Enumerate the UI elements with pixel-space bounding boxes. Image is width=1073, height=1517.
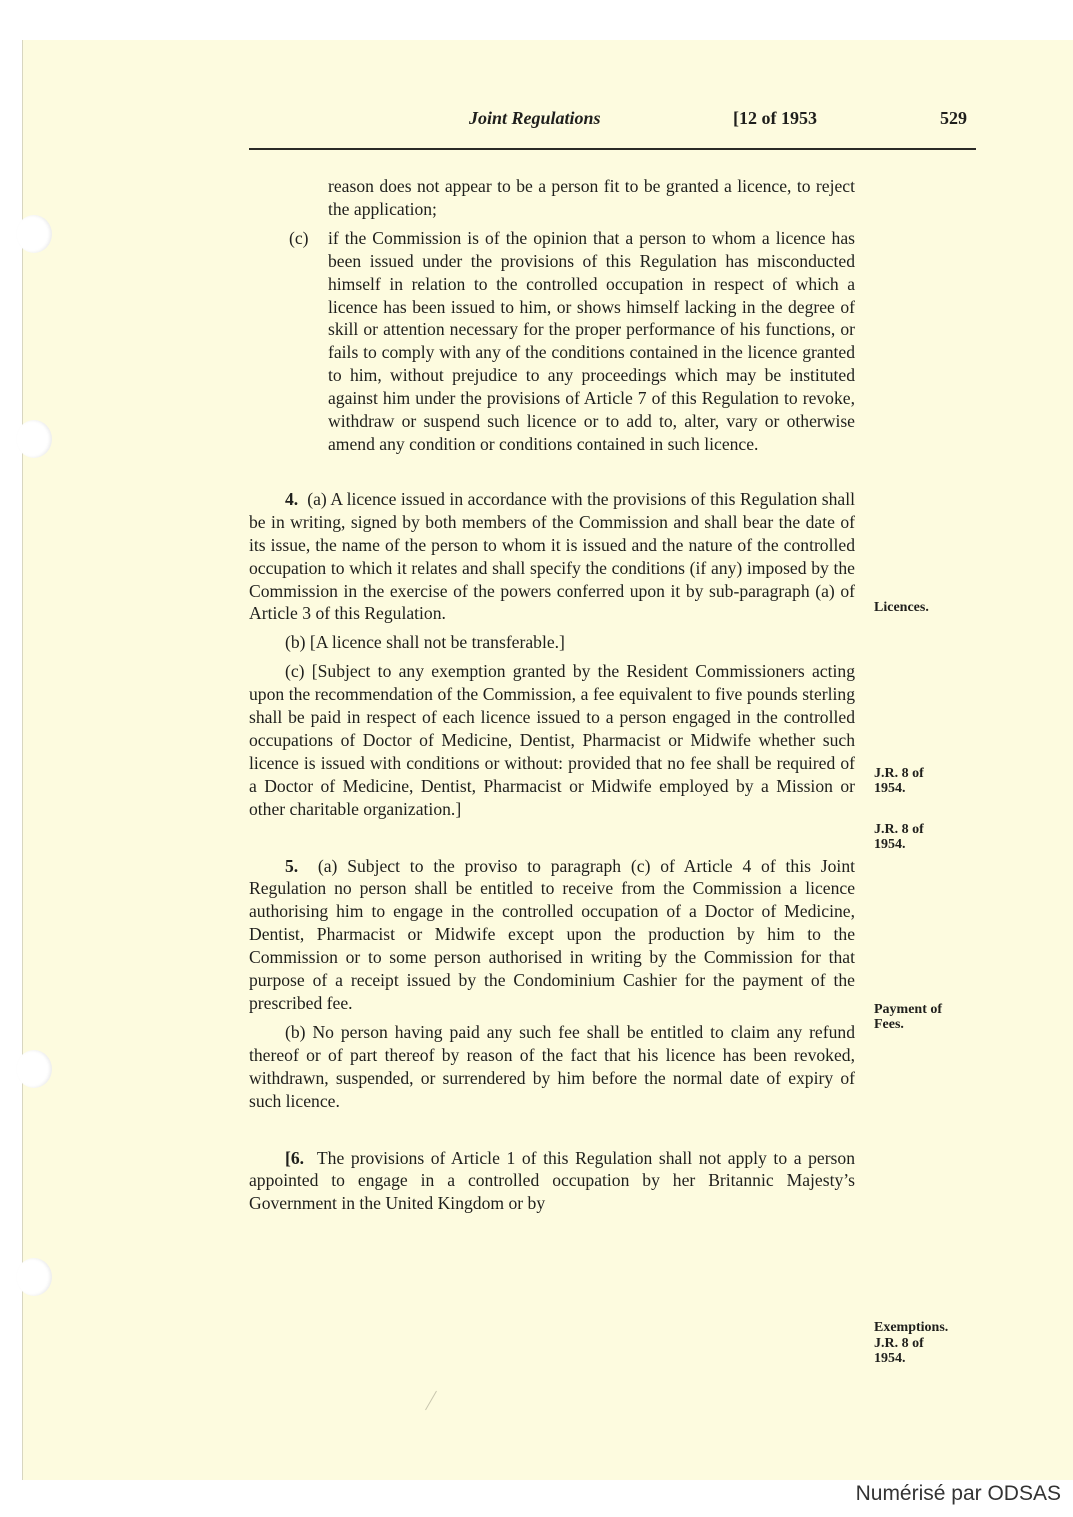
margin-note-licences: Licences. <box>874 600 929 615</box>
punch-hole <box>16 215 52 253</box>
punch-hole <box>16 420 52 458</box>
article5-a-text: (a) Subject to the proviso to paragraph (c) of Article 4 of this Joint Regulation no person shall be entitled to receive from the Commission a licence authorising him to engage in the controlled occupation of a Doctor of Medicine, Dentist, Pharmacist or Midwife except upon the production by him to the Commission or to some person authorised in writing by the Commission for that purpose of a receipt issued by the Condominium Cashier for the payment of the prescribed fee. <box>249 855 856 1013</box>
article4-c: (c) [Subject to any exemption granted by the Resident Commissioners acting upon the recommendation of the Commission, a fee equivalent to five pounds sterling shall be paid in respect of each licence issued to a person engaged in the controlled occupations of Doctor of Medicine, Dentist, Pharmacist or Midwife whether such licence is issued with conditions or without: provided that no fee shall be required of a Doctor of Medicine, Dentist, Pharmacist or Midwife employed by a Mission or other charitable organization.] <box>249 661 855 819</box>
header-reference: [12 of 1953 <box>733 108 817 128</box>
margin-note-exemptions: Exemptions. <box>874 1320 949 1335</box>
article4-a <box>249 488 855 625</box>
article4-a-text: (a) A licence issued in accordance with the provisions of this Regulation shall be in writing, signed by both members of the Commission and shall bear the date of its issue, the name of the person to whom it is issued and the nature of the controlled occupation to which it relates and shall specify the conditions (if any) imposed by the Commission in the exercise of the powers conferred upon it by sub-paragraph (a) of Article 3 of this Regulation. <box>249 488 855 624</box>
regulation-body <box>249 175 855 1215</box>
digitized-by-footer: Numérisé par ODSAS <box>855 1482 1061 1505</box>
article6 <box>249 1147 855 1216</box>
margin-note-jr-6: J.R. 8 of 1954. <box>874 1336 924 1366</box>
header-title: Joint Regulations <box>469 108 601 128</box>
header-rule <box>249 148 976 150</box>
article6-text: The provisions of Article 1 of this Regulation shall not apply to a person appointed to engage in a controlled occupation by her Britannic Majesty’s Government in the United Kingdom or by <box>249 1147 855 1214</box>
punch-hole <box>16 1258 52 1296</box>
article4-number: 4. <box>285 488 299 509</box>
punch-hole <box>16 1050 52 1088</box>
article3-c-label: (c) <box>289 227 309 248</box>
article4-b: (b) [A licence shall not be transferable.] <box>285 632 565 653</box>
margin-note-jr-c: J.R. 8 of 1954. <box>874 822 924 852</box>
article5-b: (b) No person having paid any such fee shall be entitled to claim any refund thereof or of part thereof by reason of the fact that his licence has been revoked, withdrawn, suspended, or surrendered by him before the normal date of expiry of such licence. <box>249 1021 855 1111</box>
article3-c-text: if the Commission is of the opinion that a person to whom a licence has been issued under the provisions of this Regulation has misconducted himself in relation to the controlled occupation in respect of which a licence has been issued to him, or shows himself lacking in the degree of skill or attention necessary for the proper performance of his functions, or fails to comply with any of the conditions contained in the licence granted to him, without prejudice to any proceedings which may be instituted against him under the provisions of Article 7 of this Regulation to revoke, withdraw or suspend such licence or to add to, alter, vary or otherwise amend any condition or conditions contained in such licence. <box>328 227 855 454</box>
article6-number: [6. <box>285 1147 305 1168</box>
margin-note-jr-b: J.R. 8 of 1954. <box>874 766 924 796</box>
margin-note-payment: Payment of Fees. <box>874 1002 943 1032</box>
article3-c <box>289 227 855 456</box>
article5-number: 5. <box>285 855 299 876</box>
page-number: 529 <box>940 108 967 128</box>
article5-a <box>249 855 855 1015</box>
running-header <box>250 108 978 134</box>
article3-continuation: reason does not appear to be a person fit to be granted a licence, to reject the application; <box>328 176 855 219</box>
